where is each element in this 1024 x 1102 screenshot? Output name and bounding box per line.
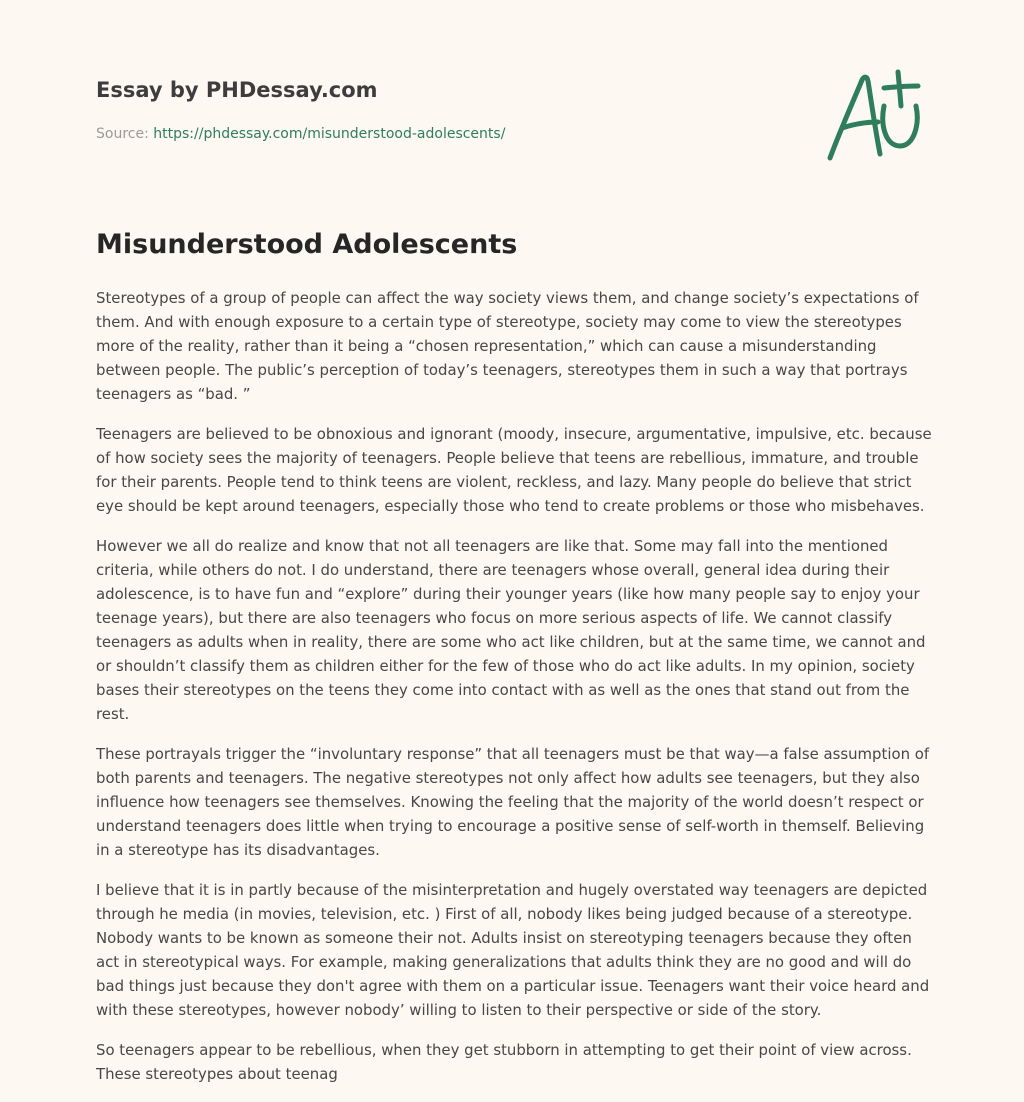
source-link[interactable]: https://phdessay.com/misunderstood-adolescents/ [153,126,506,142]
essay-paragraph: Stereotypes of a group of people can affect the way society views them, and change society’s expectations of them. And with enough exposure to a certain type of stereotype, society may come to view the stereotypes more of the reality, rather than it being a “chosen representation,” which can cause a misunderstanding between people. The public’s perception of today’s teenagers, stereotypes them in such a way that portrays teenagers as “bad. ” [96,289,919,403]
essay-paragraph: I believe that it is in partly because of the misinterpretation and hugely overstated way teenagers are depicted through he media (in movies, television, etc. ) First of all, nobody likes being judged because of a stereotype. Nobody wants to be known as someone their not. Adults insist on stereotyping teenagers because they often act in stereotypical ways. For example, making generalizations that adults think they are no good and will do bad things just because they don't agree with them on a particular issue. Teenagers want their voice heard and with these stereotypes, however nobody’ willing to listen to their perspective or side of the story. [96,881,930,1019]
source-label: Source: [96,126,149,142]
essay-paragraph: So teenagers appear to be rebellious, when they get stubborn in attempting to get their point of view across. These stereotypes about teenag [96,1041,912,1083]
page-header [96,76,696,144]
a-plus-logo-icon [820,66,930,166]
essay-content [96,225,936,1102]
essay-paragraph: Teenagers are believed to be obnoxious and ignorant (moody, insecure, argumentative, impulsive, etc. because of how society sees the majority of teenagers. People believe that teens are rebellious, immature, and trouble for their parents. People tend to think teens are violent, reckless, and lazy. Many people do believe that strict eye should be kept around teenagers, especially those who tend to create problems or those who misbehaves. [96,425,932,515]
essay-paragraph: These portrayals trigger the “involuntary response” that all teenagers must be that way—a false assumption of both parents and teenagers. The negative stereotypes not only affect how adults see teenagers, but they also influence how teenagers see themselves. Knowing the feeling that the majority of the world doesn’t respect or understand teenagers does little when trying to encourage a positive sense of self-worth in themself. Believing in a stereotype has its disadvantages. [96,745,930,859]
essay-paragraph: However we all do realize and know that not all teenagers are like that. Some may fall into the mentioned criteria, while others do not. I do understand, there are teenagers whose overall, general idea during their adolescence, is to have fun and “explore” during their younger years (like how many people say to enjoy your teenage years), but there are also teenagers who focus on more serious aspects of life. We cannot classify teenagers as adults when in reality, there are some who act like children, but at the same time, we cannot and or shouldn’t classify them as children either for the few of those who do act like adults. In my opinion, society bases their stereotypes on the teens they come into contact with as well as the ones that stand out from the rest. [96,537,926,723]
essay-title: Misunderstood Adolescents [96,229,518,260]
source-line [96,124,696,144]
site-title: Essay by PHDessay.com [96,78,378,102]
